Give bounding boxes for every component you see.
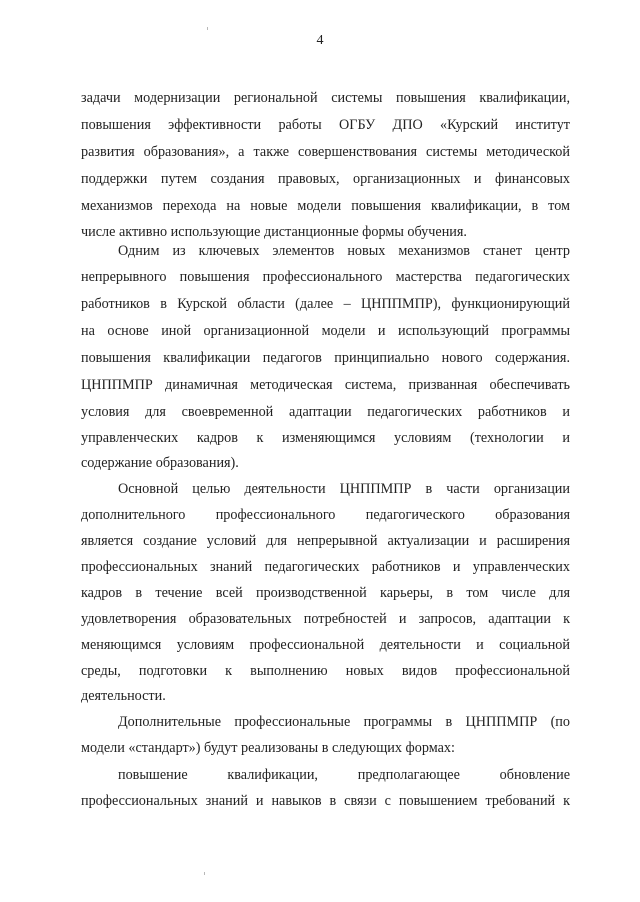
scan-speck xyxy=(207,27,208,30)
scan-speck xyxy=(204,872,205,875)
page-number: 4 xyxy=(316,33,324,48)
paragraph-3-line-9: деятельности. xyxy=(81,688,166,704)
paragraph-2-line-3: работников в Курской области (далее – ЦНППМПР), функционирующий xyxy=(81,296,570,312)
paragraph-5-line-2: профессиональных знаний и навыков в связи с повышением требований к xyxy=(81,793,570,809)
paragraph-2-line-9: содержание образования). xyxy=(81,455,239,471)
paragraph-3-line-3: является создание условий для непрерывной актуализации и расширения xyxy=(81,533,570,549)
paragraph-1-line-2: повышения эффективности работы ОГБУ ДПО «Курский институт xyxy=(81,117,570,133)
paragraph-4-line-1: Дополнительные профессиональные программы в ЦНППМПР (по xyxy=(118,714,570,730)
paragraph-5-line-1: повышение квалификации, предполагающее обновление xyxy=(118,767,570,783)
paragraph-3-line-2: дополнительного профессионального педагогического образования xyxy=(81,507,570,523)
paragraph-2-line-5: повышения квалификации педагогов принципиально нового содержания. xyxy=(81,350,570,366)
paragraph-2-line-7: условия для своевременной адаптации педагогических работников и xyxy=(81,404,570,420)
paragraph-1-line-4: поддержки путем создания правовых, организационных и финансовых xyxy=(81,171,570,187)
paragraph-4-line-2: модели «стандарт») будут реализованы в следующих формах: xyxy=(81,740,455,756)
paragraph-2-line-1: Одним из ключевых элементов новых механизмов станет центр xyxy=(118,243,570,259)
paragraph-1-line-1: задачи модернизации региональной системы повышения квалификации, xyxy=(81,90,570,106)
paragraph-3-line-8: среды, подготовки к выполнению новых видов профессиональной xyxy=(81,663,570,679)
paragraph-3-line-6: удовлетворения образовательных потребностей и запросов, адаптации к xyxy=(81,611,570,627)
paragraph-2-line-4: на основе иной организационной модели и использующий программы xyxy=(81,323,570,339)
paragraph-2-line-6: ЦНППМПР динамичная методическая система, призванная обеспечивать xyxy=(81,377,570,393)
paragraph-1-line-3: развития образования», а также совершенствования системы методической xyxy=(81,144,570,160)
paragraph-3-line-7: меняющимся условиям профессиональной деятельности и социальной xyxy=(81,637,570,653)
paragraph-1-line-6: числе активно использующие дистанционные формы обучения. xyxy=(81,224,467,240)
paragraph-3-line-1: Основной целью деятельности ЦНППМПР в части организации xyxy=(118,481,570,497)
paragraph-1-line-5: механизмов перехода на новые модели повышения квалификации, в том xyxy=(81,198,570,214)
paragraph-3-line-4: профессиональных знаний педагогических работников и управленческих xyxy=(81,559,570,575)
paragraph-2-line-8: управленческих кадров к изменяющимся условиям (технологии и xyxy=(81,430,570,446)
paragraph-2-line-2: непрерывного повышения профессионального мастерства педагогических xyxy=(81,269,570,285)
paragraph-3-line-5: кадров в течение всей производственной карьеры, в том числе для xyxy=(81,585,570,601)
